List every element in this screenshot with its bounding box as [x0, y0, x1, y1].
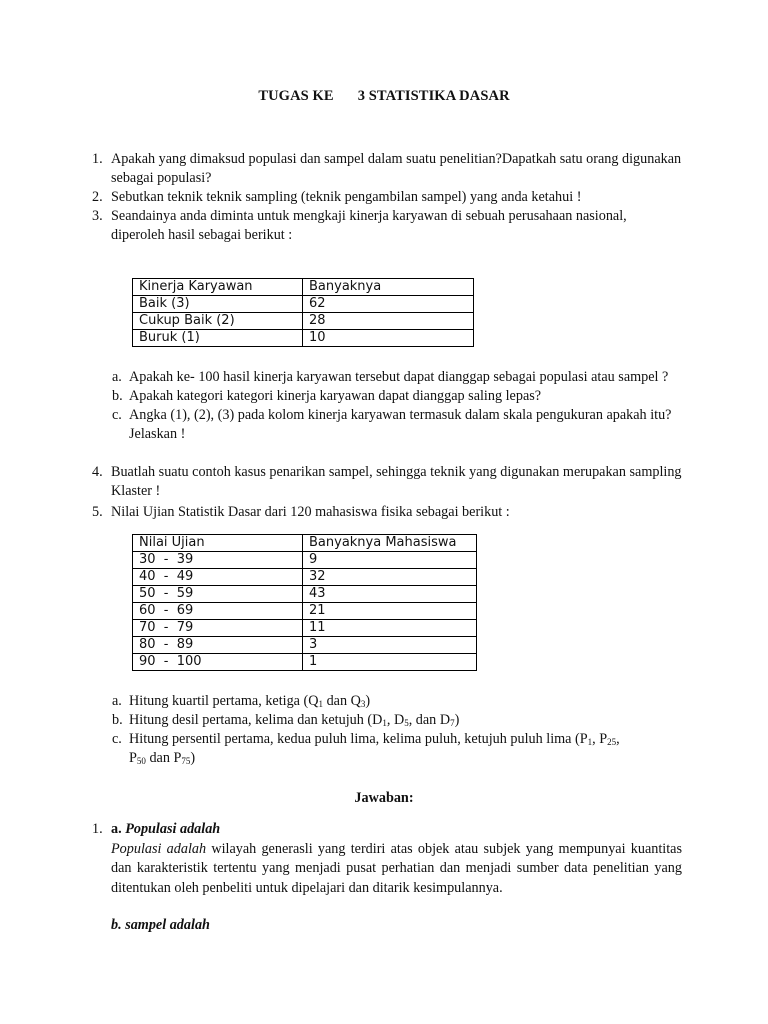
table-cell: 30 - 39 — [133, 552, 303, 569]
question-3c-text: Angka (1), (2), (3) pada kolom kinerja karyawan termasuk dalam skala pengukuran apakah itu? Jelaskan ! — [129, 407, 672, 442]
table-cell: Buruk (1) — [133, 330, 303, 347]
table-cell: 90 - 100 — [133, 654, 303, 671]
table-header: Nilai Ujian — [133, 535, 303, 552]
table-row — [133, 620, 477, 637]
table-row — [133, 637, 477, 654]
question-5a — [112, 692, 682, 711]
table-row — [133, 552, 477, 569]
question-3c — [112, 406, 682, 444]
table-cell: 43 — [303, 586, 477, 603]
table-cell: 11 — [303, 620, 477, 637]
exam-score-table — [132, 534, 477, 671]
question-5-subitems — [112, 692, 682, 768]
table-cell: 60 - 69 — [133, 603, 303, 620]
question-2-number: 2. — [92, 189, 103, 205]
question-5-text: Nilai Ujian Statistik Dasar dari 120 mahasiswa fisika sebagai berikut : — [111, 504, 510, 520]
answer-1-body: Populasi adalah wilayah generasli yang terdiri atas objek atau subjek yang mempunyai kuantitas dan karakteristik tertentu yang menjadi pusat perhatian dan menjadi sumber data penelitian yang ditentukan oleh penbeliti untuk dipelajari dan ditarik kesimpulannya. — [111, 840, 682, 896]
page-title — [0, 88, 768, 105]
question-5c-text: Hitung persentil pertama, kedua puluh lima, kelima puluh, ketujuh puluh lima ($P_1$, $P_{25}$, $P_{50}$ dan $P_{75}$) — [129, 731, 620, 766]
table-cell: 32 — [303, 569, 477, 586]
question-5-number: 5. — [92, 504, 103, 520]
question-3c-letter: c. — [112, 407, 122, 423]
table-cell: Cukup Baik (2) — [133, 313, 303, 330]
table-row — [133, 654, 477, 671]
table-row — [133, 603, 477, 620]
question-4 — [92, 463, 682, 501]
question-4-number: 4. — [92, 464, 103, 480]
question-4-text: Buatlah suatu contoh kasus penarikan sampel, sehingga teknik yang digunakan merupakan sampling Klaster ! — [111, 464, 682, 499]
question-5a-letter: a. — [112, 693, 122, 709]
answer-1b-heading: b. sampel adalah — [111, 917, 210, 933]
table-header-row — [133, 535, 477, 552]
table-cell: 10 — [303, 330, 474, 347]
question-5b-text: Hitung desil pertama, kelima dan ketujuh ($D_1$, $D_5$, dan $D_7$) — [129, 712, 460, 728]
title-part1: TUGAS KE — [258, 88, 334, 104]
question-3b — [112, 387, 682, 406]
question-1 — [92, 150, 682, 188]
question-5c-letter: c. — [112, 731, 122, 747]
table-cell: 21 — [303, 603, 477, 620]
question-3a-text: Apakah ke- 100 hasil kinerja karyawan tersebut dapat dianggap sebagai populasi atau sampel ? — [129, 369, 669, 385]
question-list — [92, 150, 682, 245]
table-cell: 40 - 49 — [133, 569, 303, 586]
question-2-text: Sebutkan teknik teknik sampling (teknik pengambilan sampel) yang anda ketahui ! — [111, 189, 582, 205]
table-cell: 50 - 59 — [133, 586, 303, 603]
question-5 — [92, 503, 682, 522]
table-row — [133, 296, 474, 313]
table-cell: Baik (3) — [133, 296, 303, 313]
answer-1-heading: a. Populasi adalah — [111, 821, 221, 837]
question-list-continued — [92, 463, 682, 522]
question-3-text: Seandainya anda diminta untuk mengkaji kinerja karyawan di sebuah perusahaan nasional, diperoleh hasil sebagai berikut : — [111, 208, 627, 243]
question-5c — [112, 730, 682, 768]
table-row — [133, 330, 474, 347]
question-5b-letter: b. — [112, 712, 123, 728]
table-cell: 62 — [303, 296, 474, 313]
performance-table — [132, 278, 474, 347]
table-row — [133, 586, 477, 603]
answer-list — [92, 820, 682, 898]
question-3b-letter: b. — [112, 388, 123, 404]
question-3b-text: Apakah kategori kategori kinerja karyawan dapat dianggap saling lepas? — [129, 388, 542, 404]
question-3a-letter: a. — [112, 369, 122, 385]
table-cell: 9 — [303, 552, 477, 569]
table-cell: 80 - 89 — [133, 637, 303, 654]
question-2 — [92, 188, 682, 207]
table-header: Banyaknya Mahasiswa — [303, 535, 477, 552]
question-3a — [112, 368, 682, 387]
table-header: Banyaknya — [303, 279, 474, 296]
table-row — [133, 569, 477, 586]
question-1-number: 1. — [92, 151, 103, 167]
question-1-text: Apakah yang dimaksud populasi dan sampel dalam suatu penelitian?Dapatkah satu orang digunakan sebagai populasi? — [111, 151, 682, 186]
question-5b — [112, 711, 682, 730]
answer-1 — [92, 820, 682, 898]
table-header-row — [133, 279, 474, 296]
answers-heading: Jawaban: — [354, 790, 414, 806]
question-3-number: 3. — [92, 208, 103, 224]
table-cell: 70 - 79 — [133, 620, 303, 637]
question-3 — [92, 207, 682, 245]
question-5a-text: Hitung kuartil pertama, ketiga ($Q_1$ dan $Q_3$) — [129, 693, 371, 709]
table-row — [133, 313, 474, 330]
question-3-subitems — [112, 368, 682, 444]
table-cell: 1 — [303, 654, 477, 671]
table-cell: 3 — [303, 637, 477, 654]
answer-1-number: 1. — [92, 821, 103, 837]
title-part2: 3 STATISTIKA DASAR — [357, 88, 510, 104]
table-cell: 28 — [303, 313, 474, 330]
table-header: Kinerja Karyawan — [133, 279, 303, 296]
